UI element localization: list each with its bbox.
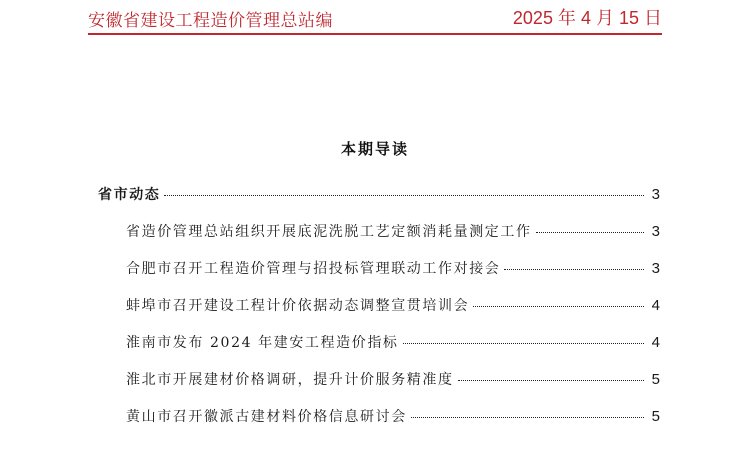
toc-title: 本期导读 (340, 140, 409, 158)
toc-page-number: 5 (651, 371, 660, 388)
toc-page-number: 5 (651, 408, 660, 425)
toc-dot-leader (164, 195, 644, 196)
toc-item-label: 省造价管理总站组织开展底泥洗脱工艺定额消耗量测定工作 (126, 224, 532, 240)
toc-section-label: 省市动态 (98, 187, 161, 203)
toc-item-label: 黄山市召开徽派古建材料价格信息研讨会 (126, 409, 407, 425)
page-header (88, 0, 662, 32)
toc-item-label: 淮北市开展建材价格调研，提升计价服务精准度 (126, 372, 454, 388)
toc-item-row[interactable] (98, 406, 660, 426)
toc-page-number: 3 (651, 260, 660, 277)
toc-page-number: 4 (651, 334, 660, 351)
toc-page-number: 3 (651, 223, 660, 240)
toc-item-row[interactable] (98, 369, 660, 389)
table-of-contents (98, 184, 660, 443)
header-publisher: 安徽省建设工程造价管理总站编 (88, 11, 333, 31)
toc-item-row[interactable] (98, 258, 660, 278)
toc-dot-leader (473, 306, 644, 307)
toc-dot-leader (403, 343, 644, 344)
header-red-rule (88, 33, 662, 35)
toc-dot-leader (411, 417, 644, 418)
toc-item-row[interactable] (98, 295, 660, 315)
toc-page-number: 3 (651, 186, 660, 203)
toc-page-number: 4 (651, 297, 660, 314)
toc-dot-leader (536, 232, 644, 233)
toc-item-label: 淮南市发布 2024 年建安工程造价指标 (126, 335, 399, 351)
toc-item-row[interactable] (98, 332, 660, 352)
toc-item-label: 蚌埠市召开建设工程计价依据动态调整宣贯培训会 (126, 298, 470, 314)
toc-item-row[interactable] (98, 221, 660, 241)
toc-item-label: 合肥市召开工程造价管理与招投标管理联动工作对接会 (126, 261, 501, 277)
toc-dot-leader (458, 380, 644, 381)
header-date: 2025 年 4 月 15 日 (512, 8, 662, 28)
toc-dot-leader (504, 269, 644, 270)
toc-section-row[interactable] (98, 184, 660, 204)
